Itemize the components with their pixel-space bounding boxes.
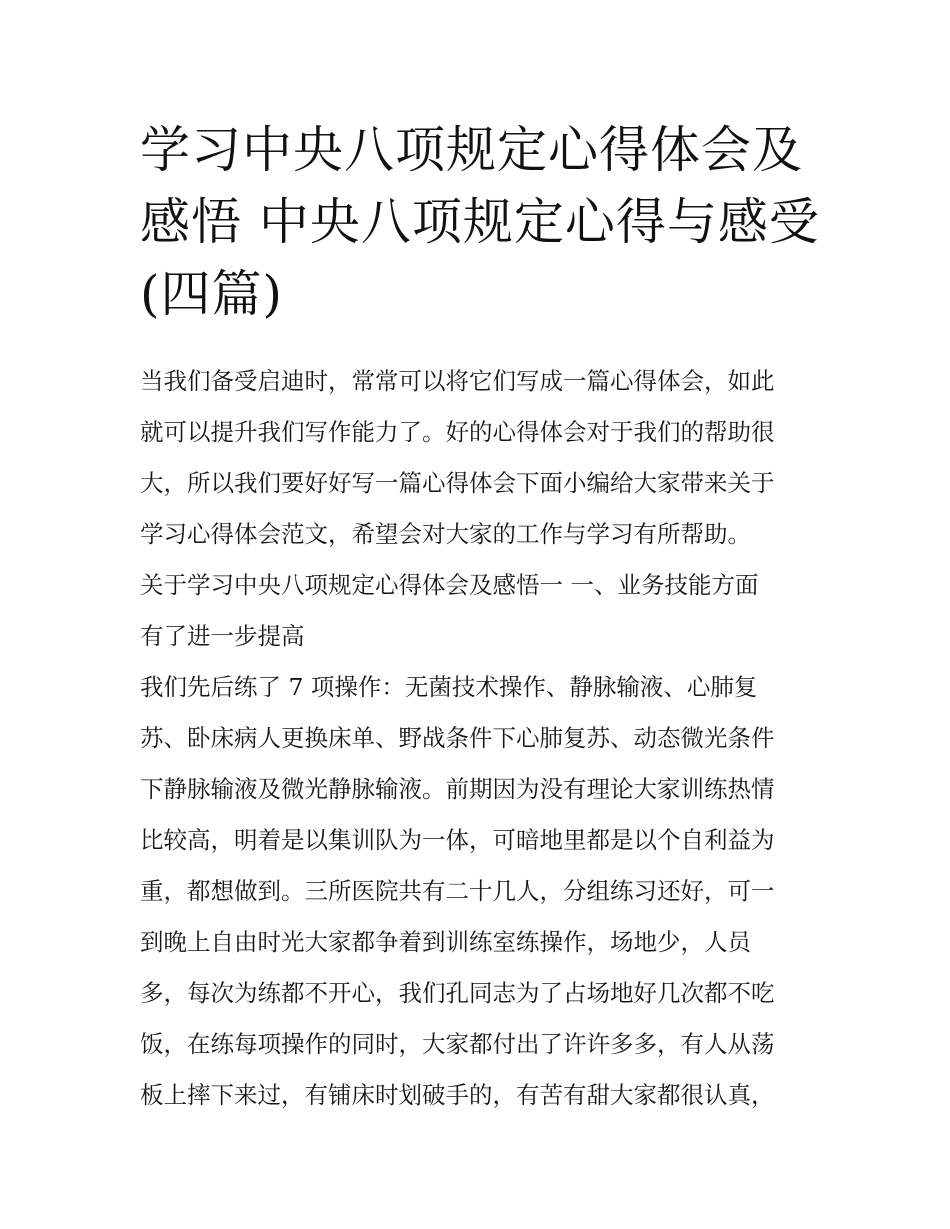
body-line: 板上摔下来过，有铺床时划破手的，有苦有甜大家都很认真， bbox=[140, 1081, 775, 1109]
document-body bbox=[140, 356, 820, 1121]
body-line: 关于学习中央八项规定心得体会及感悟一 一、业务技能方面 bbox=[140, 571, 759, 599]
body-line: 比较高，明着是以集训队为一体，可暗地里都是以个自利益为 bbox=[140, 826, 775, 854]
title-line: 感悟 中央八项规定心得与感受 bbox=[140, 193, 820, 251]
body-line: 多，每次为练都不开心，我们孔同志为了占场地好几次都不吃 bbox=[140, 979, 775, 1007]
body-line: 下静脉输液及微光静脉输液。前期因为没有理论大家训练热情 bbox=[140, 775, 775, 803]
body-line: 到晚上自由时光大家都争着到训练室练操作，场地少，人员 bbox=[140, 928, 751, 956]
title-line: 学习中央八项规定心得体会及 bbox=[140, 121, 803, 179]
body-line: 学习心得体会范文，希望会对大家的工作与学习有所帮助。 bbox=[140, 520, 751, 548]
document-title bbox=[140, 114, 820, 330]
body-line: 大，所以我们要好好写一篇心得体会下面小编给大家带来关于 bbox=[140, 469, 775, 497]
body-line: 重，都想做到。三所医院共有二十几人，分组练习还好，可一 bbox=[140, 877, 775, 905]
body-line: 当我们备受启迪时，常常可以将它们写成一篇心得体会，如此 bbox=[140, 367, 775, 395]
body-line: 就可以提升我们写作能力了。好的心得体会对于我们的帮助很 bbox=[140, 418, 775, 446]
body-line: 我们先后练了 7 项操作：无菌技术操作、静脉输液、心肺复 bbox=[140, 673, 758, 701]
title-line: (四篇) bbox=[140, 265, 284, 323]
body-line: 苏、卧床病人更换床单、野战条件下心肺复苏、动态微光条件 bbox=[140, 724, 775, 752]
body-line: 有了进一步提高 bbox=[140, 622, 305, 650]
body-line: 饭，在练每项操作的同时，大家都付出了许许多多，有人从荡 bbox=[140, 1030, 775, 1058]
